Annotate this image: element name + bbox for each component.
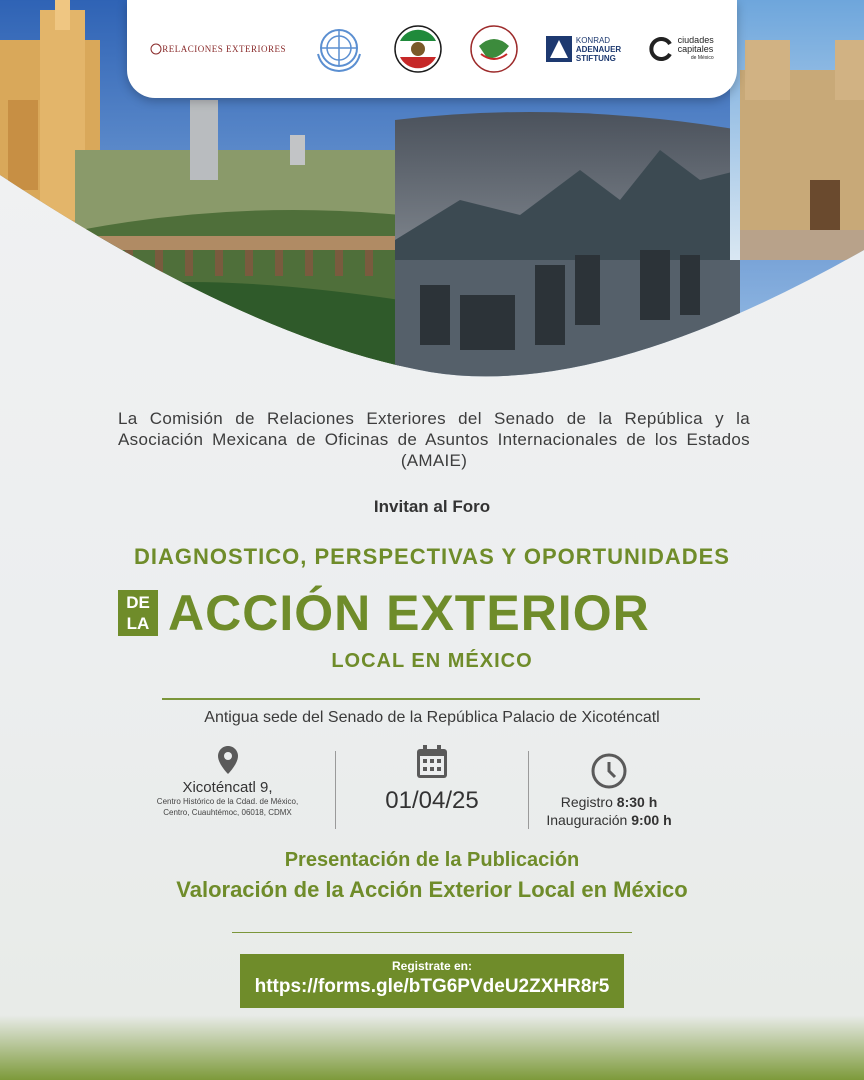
kas-mark-icon: [546, 36, 572, 62]
address-street: Xicoténcatl 9,: [182, 779, 273, 796]
address-detail2: Centro, Cuauhtémoc, 06018, CDMX: [163, 808, 292, 817]
mexico-seal-icon: [150, 43, 162, 55]
cc-line3: de México: [690, 54, 714, 61]
title-line3: LOCAL EN MÉXICO: [331, 650, 533, 672]
amaie-logo: [469, 24, 519, 74]
registration-link[interactable]: https://forms.gle/bTG6PVdeU2ZXHR8r5: [254, 976, 610, 997]
kas-line1: KONRAD: [575, 35, 611, 45]
registration-label: Registrate en:: [391, 959, 473, 973]
cc-line1: ciudades: [677, 34, 714, 45]
clock-icon: [591, 753, 627, 789]
address-detail1: Centro Histórico de la Cdad. de México,: [156, 797, 299, 806]
inauguracion-label: Inauguración: [546, 812, 628, 828]
registro-row: [561, 793, 658, 811]
title-line1: DIAGNOSTICO, PERSPECTIVAS Y OPORTUNIDADES: [134, 544, 730, 569]
senado-logo: [393, 24, 443, 74]
de-label: DE: [126, 593, 150, 612]
divider-top: [162, 698, 700, 700]
la-label: LA: [126, 614, 150, 633]
un-logo: [312, 24, 366, 74]
schedule-block: [529, 745, 689, 830]
relaciones-exteriores-logo: [150, 43, 286, 55]
location-block: [120, 745, 335, 830]
cc-line2: capitales: [677, 43, 714, 54]
cc-mark-icon: [648, 36, 674, 62]
registro-label: Registro: [560, 794, 613, 810]
un-emblem-icon: [312, 24, 366, 74]
calendar-icon: [416, 745, 448, 779]
presentation-line1: Presentación de la Publicación: [284, 849, 580, 871]
divider-bottom: [232, 932, 632, 933]
location-pin-icon: [217, 745, 239, 775]
registro-time: 8:30 h: [616, 794, 658, 810]
event-info: [120, 745, 720, 830]
registration-box[interactable]: [240, 954, 624, 1008]
senado-seal-icon: [393, 24, 443, 74]
relaciones-exteriores-label: RELACIONES EXTERIORES: [162, 44, 286, 54]
intro-text: La Comisión de Relaciones Exteriores del Senado de la República y la Asociación Mexicana de Oficinas de Asuntos Internacionales de los Estados (AMAIE): [118, 409, 750, 470]
presentation-line2: Valoración de la Acción Exterior Local en México: [176, 877, 688, 902]
ciudades-capitales-logo: [648, 36, 714, 63]
title-main-row: [118, 583, 650, 643]
amaie-emblem-icon: [469, 24, 519, 74]
kas-line2: ADENAUER: [575, 44, 622, 54]
kas-line3: STIFTUNG: [575, 53, 616, 63]
logo-bar: [127, 0, 737, 98]
event-date: 01/04/25: [385, 787, 479, 814]
date-block: [336, 745, 528, 830]
inauguracion-time: 9:00 h: [631, 812, 672, 828]
de-la-badge: [118, 590, 158, 636]
title-line2: ACCIÓN EXTERIOR: [168, 585, 650, 641]
venue-text: Antigua sede del Senado de la República Palacio de Xicoténcatl: [204, 709, 660, 726]
kas-logo: [546, 36, 621, 63]
invite-text: Invitan al Foro: [373, 497, 491, 516]
inauguracion-row: [546, 811, 671, 829]
